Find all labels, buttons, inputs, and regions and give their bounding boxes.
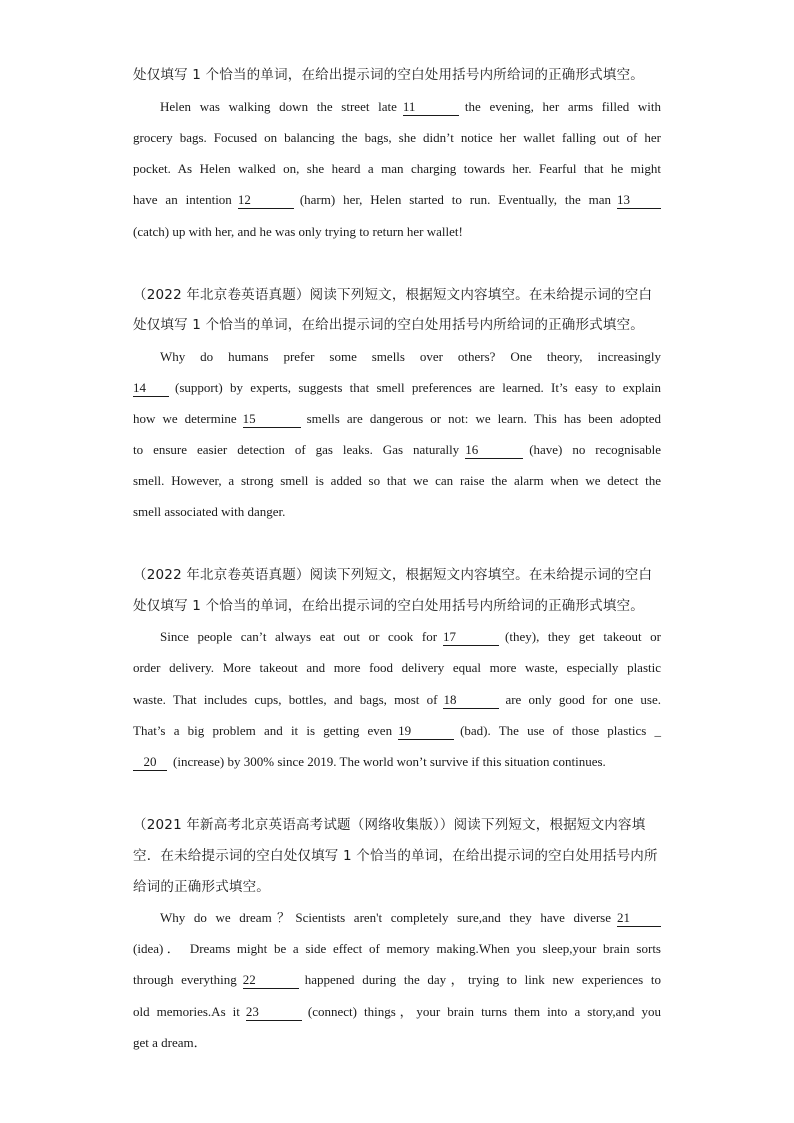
answer-blank-16[interactable]: 16 (465, 442, 523, 459)
passage-1-text-line-4: have an intention 12 (harm) her, Helen started to run. Eventually, the man 13 (133, 190, 661, 210)
answer-blank-17[interactable]: 17 (443, 629, 499, 646)
answer-blank-20[interactable]: 20 (133, 754, 167, 771)
passage-2-text-line-2: 14 (support) by experts, suggests that smell preferences are learned. It’s easy to explain (133, 380, 661, 395)
passage-3-heading-line-2: 处仅填写 1 个恰当的单词，在给出提示词的空白处用括号内所给词的正确形式填空。 (133, 598, 644, 614)
passage-3-text-line-3: waste. That includes cups, bottles, and bags, most of 18 are only good for one use. (133, 692, 661, 707)
passage-3-heading-line-1: （2022 年北京卷英语真题）阅读下列短文，根据短文内容填空。在未给提示词的空白 (133, 567, 653, 583)
passage-4-text-line-5: get a dream． (133, 1035, 207, 1050)
passage-1-text-line-5: (catch) up with her, and he was only trying to return her wallet! (133, 224, 463, 239)
passage-1-text-line-2: grocery bags. Focused on balancing the bags, she didn’t notice her wallet falling out of her (133, 130, 661, 145)
answer-blank-19[interactable]: 19 (398, 723, 454, 740)
answer-blank-12[interactable]: 12 (238, 192, 294, 209)
answer-blank-22[interactable]: 22 (243, 972, 299, 989)
passage-2-text-line-6: smell associated with danger. (133, 504, 286, 519)
passage-3-text-line-1: Since people can’t always eat out or cook for 17 (they), they get takeout or (160, 629, 661, 644)
passage-2-text-line-3: how we determine 15 smells are dangerous or not: we learn. This has been adopted (133, 411, 661, 426)
passage-3-text-line-5: 20 (increase) by 300% since 2019. The world won’t survive if this situation continues. (133, 752, 661, 772)
passage-4-text-line-2: (idea)． Dreams might be a side effect of memory making.When you sleep,your brain sorts (133, 941, 661, 956)
passage-4-heading-line-1: （2021 年新高考北京英语高考试题（网络收集版））阅读下列短文，根据短文内容填 (133, 817, 646, 833)
passage-2-text-line-4: to ensure easier detection of gas leaks. Gas naturally 16 (have) no recognisable (133, 442, 661, 457)
answer-blank-15[interactable]: 15 (243, 411, 301, 428)
answer-blank-13[interactable]: 13 (617, 192, 661, 209)
passage-3-text-line-2: order delivery. More takeout and more food delivery equal more waste, especially plastic (133, 660, 661, 675)
passage-1-text-line-3: pocket. As Helen walked on, she heard a man charging towards her. Fearful that he might (133, 161, 661, 176)
passage-2-text-line-5: smell. However, a strong smell is added so that we can raise the alarm when we detect the (133, 473, 661, 488)
passage-4-text-line-4: old memories.As it 23 (connect) things，your brain turns them into a story,and you (133, 1004, 661, 1019)
answer-blank-23[interactable]: 23 (246, 1004, 302, 1021)
passage-2-heading-line-1: （2022 年北京卷英语真题）阅读下列短文，根据短文内容填空。在未给提示词的空白 (133, 287, 653, 303)
answer-blank-18[interactable]: 18 (443, 692, 499, 709)
passage-1-text-line-1: Helen was walking down the street late 11 the evening, her arms filled with (160, 99, 662, 114)
passage-3-text-line-4: That’s a big problem and it is getting even 19 (bad). The use of those plastics _ (133, 723, 661, 738)
answer-blank-14[interactable]: 14 (133, 380, 169, 397)
answer-blank-11[interactable]: 11 (403, 99, 459, 116)
passage-2-heading-line-2: 处仅填写 1 个恰当的单词，在给出提示词的空白处用括号内所给词的正确形式填空。 (133, 317, 644, 333)
answer-blank-21[interactable]: 21 (617, 910, 661, 927)
passage-4-heading-line-2: 空．在未给提示词的空白处仅填写 1 个恰当的单词，在给出提示词的空白处用括号内所 (133, 848, 658, 864)
passage-4-heading-line-3: 给词的正确形式填空。 (133, 879, 270, 895)
passage-2-text-line-1: Why do humans prefer some smells over others? One theory, increasingly (160, 349, 661, 364)
passage-1-heading-line-1: 处仅填写 1 个恰当的单词，在给出提示词的空白处用括号内所给词的正确形式填空。 (133, 67, 644, 83)
passage-4-text-line-3: through everything 22 happened during the day，trying to link new experiences to (133, 972, 661, 987)
passage-4-text-line-1: Why do we dream？Scientists aren't completely sure,and they have diverse 21 (160, 908, 661, 928)
